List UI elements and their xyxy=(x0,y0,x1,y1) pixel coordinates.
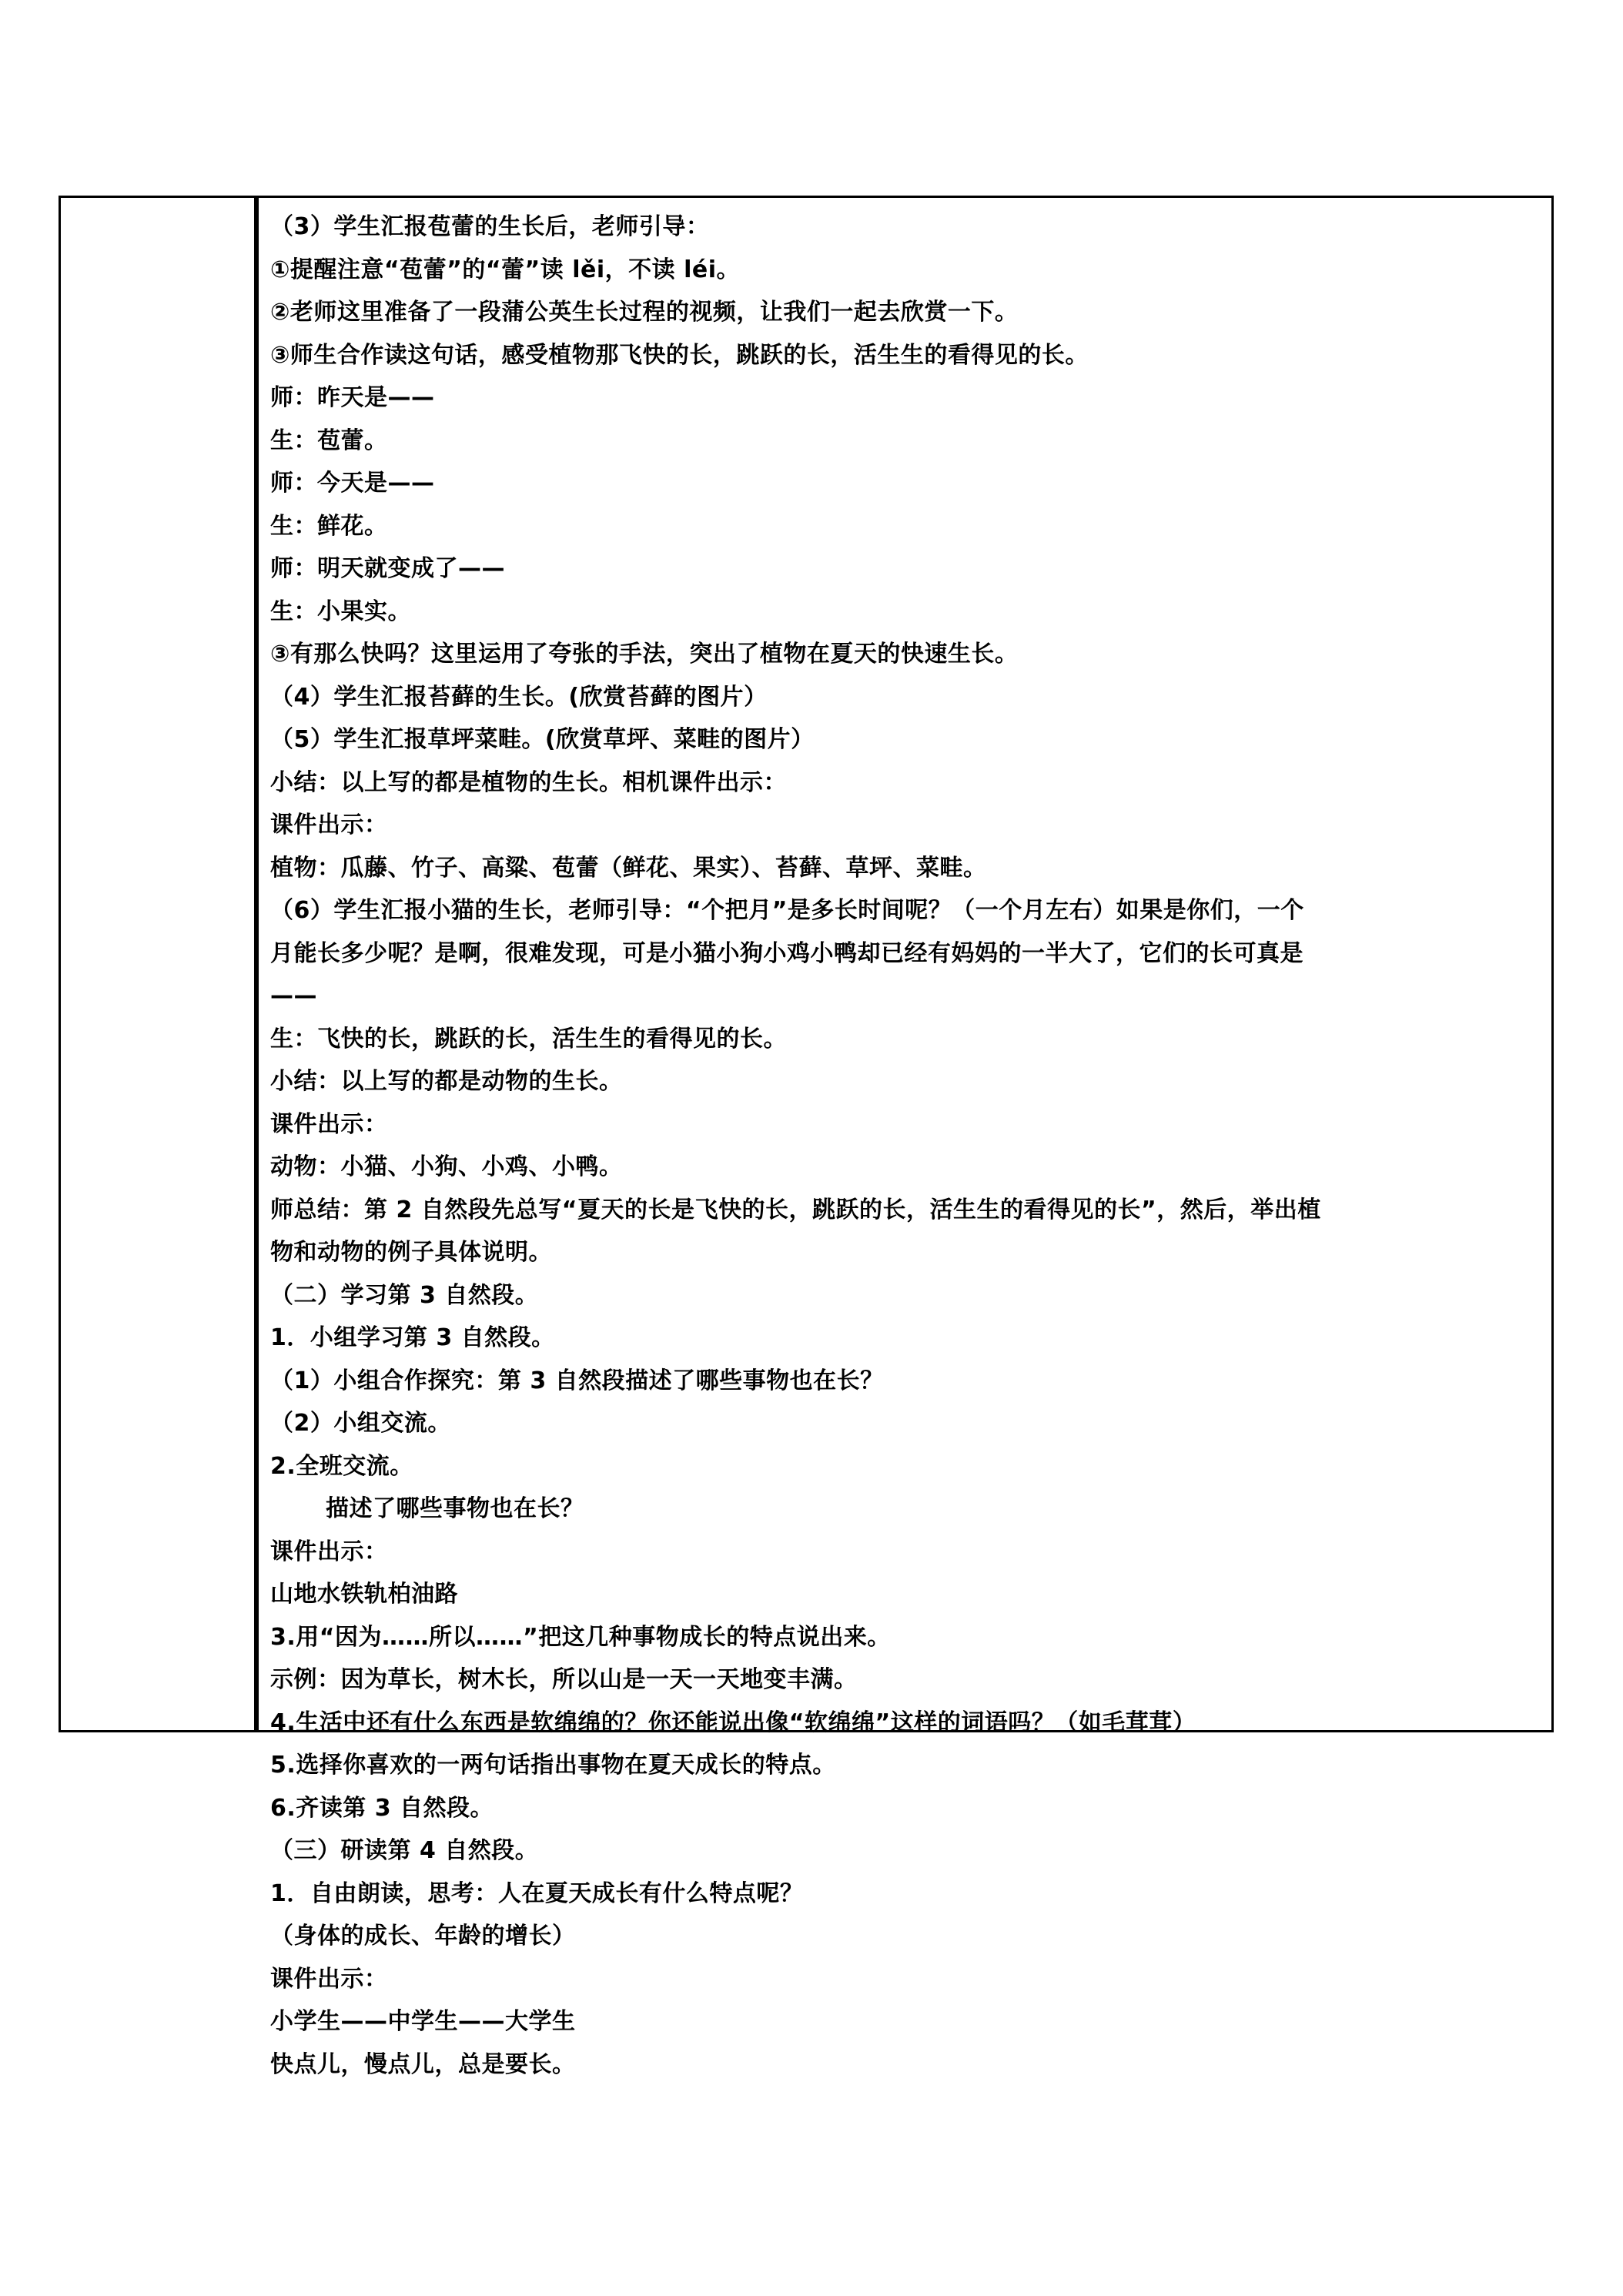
text-line: 生：苞蕾。 xyxy=(270,427,388,454)
text-line: 4.生活中还有什么东西是软绵绵的？你还能说出像“软绵绵”这样的词语吗？（如毛茸茸） xyxy=(270,1709,1196,1736)
text-line: （1）小组合作探究：第 3 自然段描述了哪些事物也在长？ xyxy=(270,1367,884,1394)
left-label-cell xyxy=(61,198,256,1730)
text-line: （3）学生汇报苞蕾的生长后，老师引导： xyxy=(270,213,710,240)
text-line: 小结：以上写的都是植物的生长。相机课件出示： xyxy=(270,768,787,796)
text-line: 5.选择你喜欢的一两句话指出事物在夏天成长的特点。 xyxy=(270,1752,836,1779)
text-line: 动物：小猫、小狗、小鸡、小鸭。 xyxy=(270,1153,623,1180)
lesson-plan-table xyxy=(59,196,1554,2078)
text-line: ③有那么快吗？这里运用了夸张的手法，突出了植物在夏天的快速生长。 xyxy=(270,641,1019,668)
text-line: 1．小组学习第 3 自然段。 xyxy=(270,1324,555,1351)
text-line: 生：鲜花。 xyxy=(270,512,388,540)
text-line: ③师生合作读这句话，感受植物那飞快的长，跳跃的长，活生生的看得见的长。 xyxy=(270,341,1089,369)
text-line: （2）小组交流。 xyxy=(270,1410,451,1437)
text-line: 课件出示： xyxy=(270,1538,388,1565)
text-line: 课件出示： xyxy=(270,1965,388,1993)
text-line: 快点儿，慢点儿，总是要长。 xyxy=(270,2050,576,2078)
text-line: 师：今天是—— xyxy=(270,470,435,497)
text-line: 课件出示： xyxy=(270,812,388,838)
text-line: （三）研读第 4 自然段。 xyxy=(270,1837,539,1864)
text-line: 师总结：第 2 自然段先总写“夏天的长是飞快的长，跳跃的长，活生生的看得见的长”，然后，举出植 xyxy=(270,1196,1321,1223)
text-line: （4）学生汇报苔藓的生长。(欣赏苔藓的图片） xyxy=(270,683,768,711)
text-line: 小结：以上写的都是动物的生长。 xyxy=(270,1068,623,1095)
text-line: 1．自由朗读，思考：人在夏天成长有什么特点呢？ xyxy=(270,1879,804,1907)
text-line: 生：小果实。 xyxy=(270,597,411,625)
text-line: （6）学生汇报小猫的生长，老师引导：“个把月”是多长时间呢？（一个月左右）如果是你们，一个 xyxy=(270,897,1304,924)
text-line: 物和动物的例子具体说明。 xyxy=(270,1239,552,1266)
lesson-content-cell xyxy=(256,198,1551,2078)
text-line: 月能长多少呢？是啊，很难发现，可是小猫小狗小鸡小鸭却已经有妈妈的一半大了，它们的长可真是 xyxy=(270,939,1303,967)
text-line: 示例：因为草长，树木长，所以山是一天一天地变丰满。 xyxy=(270,1666,858,1693)
text-line: 6.齐读第 3 自然段。 xyxy=(270,1794,494,1822)
text-line: （二）学习第 3 自然段。 xyxy=(270,1281,539,1309)
text-line: 课件出示： xyxy=(270,1110,388,1138)
text-line: ①提醒注意“苞蕾”的“蕾”读 lěi，不读 léi。 xyxy=(270,256,740,283)
text-line: （身体的成长、年龄的增长） xyxy=(270,1923,576,1950)
text-line: —— xyxy=(270,982,317,1009)
text-line: 植物：瓜藤、竹子、高粱、苞蕾（鲜花、果实）、苔藓、草坪、菜畦。 xyxy=(270,854,987,882)
text-line: 3.用“因为……所以……”把这几种事物成长的特点说出来。 xyxy=(270,1623,891,1651)
text-line: ②老师这里准备了一段蒲公英生长过程的视频，让我们一起去欣赏一下。 xyxy=(270,299,1019,326)
text-line: （5）学生汇报草坪菜畦。(欣赏草坪、菜畦的图片） xyxy=(270,726,815,753)
text-line: 2.全班交流。 xyxy=(270,1452,413,1480)
text-line: 师：昨天是—— xyxy=(270,384,435,411)
text-line: 山地水铁轨柏油路 xyxy=(270,1581,458,1608)
text-line: 生：飞快的长，跳跃的长，活生生的看得见的长。 xyxy=(270,1025,787,1053)
text-line: 小学生——中学生——大学生 xyxy=(270,2008,576,2035)
text-line: 描述了哪些事物也在长？ xyxy=(326,1495,584,1522)
text-line: 师：明天就变成了—— xyxy=(270,555,505,582)
